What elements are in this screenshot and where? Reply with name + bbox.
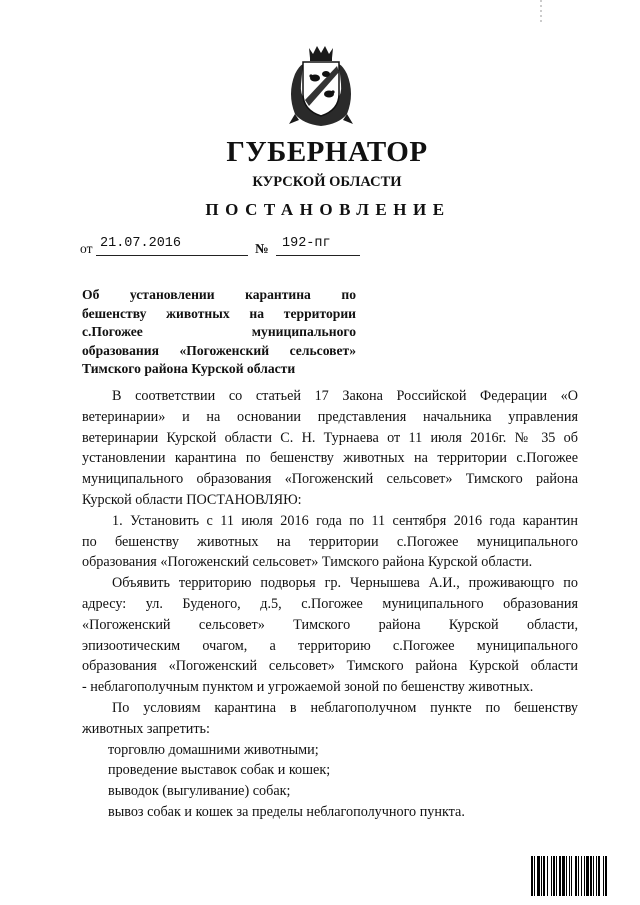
subject-line: Тимского района Курской области — [82, 361, 296, 376]
page-title: ГУБЕРНАТОР — [226, 136, 428, 168]
body-line: адресу: ул. Буденого, д.5, с.Погожее муниципального образования — [82, 595, 578, 612]
body-line: образования «Погоженский сельсовет» Тимского района Курской области — [82, 658, 578, 675]
body-line: ветеринарии» и на основании представления начальника управления — [82, 408, 578, 425]
subject-line: образования «Погоженский сельсовет» — [82, 342, 356, 358]
body-line: животных запретить: — [82, 720, 210, 737]
document-subject — [82, 286, 356, 379]
list-item: торговлю домашними животными; — [108, 741, 319, 758]
subject-line: Об установлении карантина по — [82, 287, 356, 302]
document-body — [82, 386, 578, 823]
body-line: образования «Погоженский сельсовет» Тимского района Курской области. — [82, 554, 533, 571]
date-label: от — [80, 241, 93, 256]
body-line: Курской области ПОСТАНОВЛЯЮ: — [82, 491, 302, 508]
body-line: Объявить территорию подворья гр. Чернышева А.И., проживающго по — [112, 575, 578, 592]
body-line: - неблагополучным пунктом и угрожаемой зоной по бешенству животных. — [82, 679, 534, 696]
number-label: № — [255, 241, 269, 256]
list-item: проведение выставок собак и кошек; — [108, 762, 331, 779]
body-line: ветеринарии Курской области С. Н. Турнаева от 11 июля 2016г. № 35 об — [82, 429, 578, 446]
subject-line: бешенству животных на территории — [82, 305, 356, 321]
number-underline — [276, 236, 360, 256]
body-line: В соответствии со статьей 17 Закона Российской Федерации «О — [112, 388, 578, 404]
body-line: «Погоженский сельсовет» Тимского района Курской области, — [82, 616, 578, 633]
date-number-line — [80, 236, 380, 258]
barcode-icon — [531, 856, 627, 896]
body-line: по бешенству животных на территории с.Погожее муниципального — [82, 533, 578, 550]
list-item: вывоз собак и кошек за пределы неблагополучного пункта. — [108, 803, 465, 820]
subject-line: с.Погожее муниципального — [82, 324, 356, 339]
document-type: ПОСТАНОВЛЕНИЕ — [205, 200, 451, 219]
page-subtitle: КУРСКОЙ ОБЛАСТИ — [252, 174, 402, 190]
body-line: муниципального образования «Погоженский сельсовет» Тимского района — [82, 471, 578, 488]
body-line: По условиям карантина в неблагополучном пункте по бешенству — [112, 699, 578, 716]
scan-mark — [540, 0, 542, 22]
document-number: 192-пг — [282, 236, 331, 251]
document-date: 21.07.2016 — [100, 236, 182, 251]
list-item: выводок (выгуливание) собак; — [108, 783, 291, 800]
body-line: установлении карантина по бешенству животных на территории с.Погожее — [82, 450, 578, 467]
body-line: эпизоотическим очагом, а территорию с.Погожее муниципального — [82, 637, 578, 654]
body-line: 1. Установить с 11 июля 2016 года по 11 сентября 2016 года карантин — [112, 512, 578, 529]
coat-of-arms-icon — [285, 44, 357, 128]
